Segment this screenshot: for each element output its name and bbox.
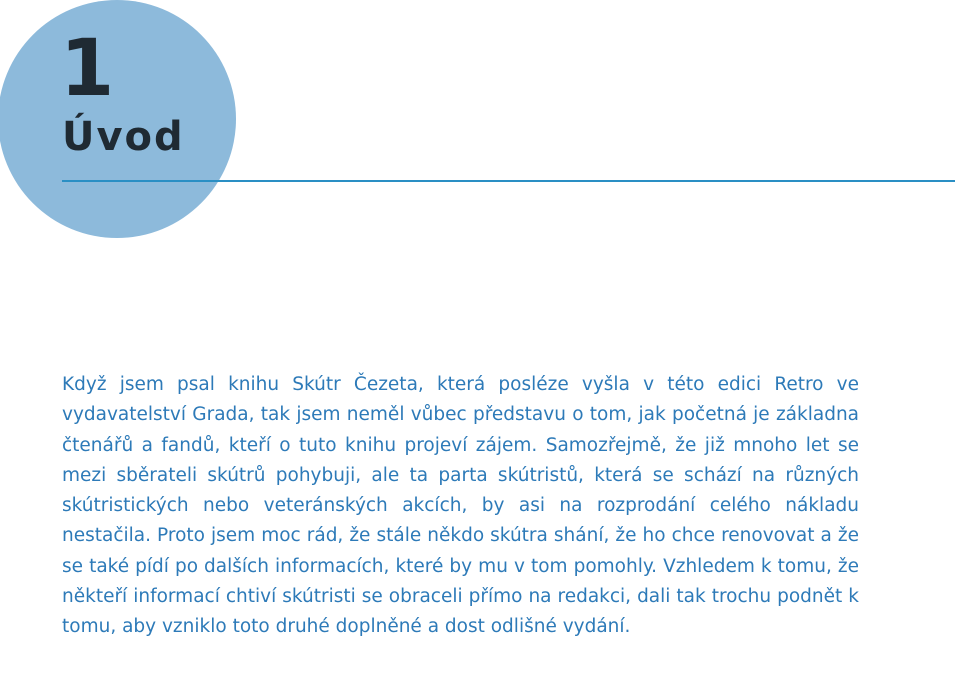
chapter-title: Úvod [62,114,185,160]
chapter-number: 1 [60,24,113,114]
title-divider [62,180,955,182]
body-paragraph: Když jsem psal knihu Skútr Čezeta, která posléze vyšla v této edici Retro ve vydavatelství Grada, tak jsem neměl vůbec představu o tom, jak početná je základna čtenářů a fandů, kteří o tuto knihu projeví zájem. Samozřejmě, že již mnoho let se mezi sběrateli skútrů pohybuji, ale ta parta skútristů, která se schází na různých skútristických nebo veteránských akcích, by asi na rozprodání celého nákladu nestačila. Proto jsem moc rád, že stále někdo skútra shání, že ho chce renovovat a že se také pídí po dalších informacích, které by mu v tom pomohly. Vzhledem k tomu, že někteří informací chtiví skútristi se obraceli přímo na redakci, dali tak trochu podnět k tomu, aby vzniklo toto druhé doplněné a dost odlišné vydání. [62,374,859,638]
